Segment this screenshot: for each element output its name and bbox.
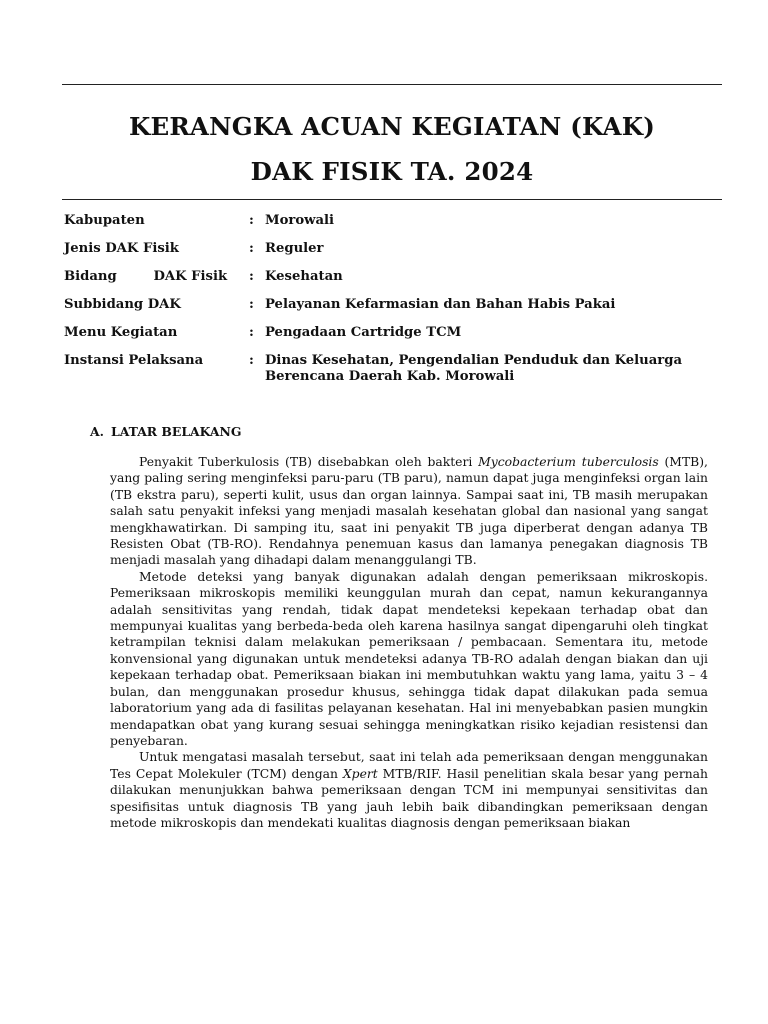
meta-colon: : — [249, 213, 254, 228]
metadata-table — [64, 213, 724, 397]
meta-row-instansi — [64, 353, 724, 397]
meta-label: Bidang DAK Fisik — [64, 269, 228, 284]
italic-term: Mycobacterium tuberculosis — [478, 455, 659, 469]
meta-colon: : — [249, 353, 254, 368]
meta-value: Pengadaan Cartridge TCM — [265, 325, 462, 340]
meta-colon: : — [249, 297, 254, 312]
section-heading — [90, 424, 241, 439]
meta-row-jenis-dak — [64, 241, 724, 269]
paragraph-text: Penyakit Tuberkulosis (TB) disebabkan oleh bakteri — [139, 455, 479, 469]
meta-value: Dinas Kesehatan, Pengendalian Penduduk dan Keluarga Berencana Daerah Kab. Morowali — [265, 353, 683, 384]
paragraph-2: Metode deteksi yang banyak digunakan adalah dengan pemeriksaan mikroskopis. Pemeriksaan mikroskopis memiliki keunggulan murah dan cepat, namun kekurangannya adalah sensitivitas yang rendah, tidak dapat mendeteksi kepekaan terhadap obat dan mempunyai kualitas yang berbeda-beda oleh karena hasilnya sangat dipengaruhi oleh tingkat ketrampilan teknisi dalam melakukan pemeriksaan / pembacaan. Sementara itu, metode konvensional yang digunakan untuk mendeteksi adanya TB-RO adalah dengan biakan dan uji kepekaan terhadap obat. Pemeriksaan biakan ini membutuhkan waktu yang lama, yaitu 3 – 4 bulan, dan menggunakan prosedur khusus, sehingga tidak dapat dilakukan pada semua laboratorium yang ada di fasilitas pelayanan kesehatan. Hal ini menyebabkan pasien mungkin mendapatkan obat yang kurang sesuai sehingga meningkatkan risiko kejadian resistensi dan penyebaran. — [110, 569, 708, 748]
paragraph-text: (MTB), yang paling sering menginfeksi paru-paru (TB paru), namun dapat juga menginfeksi organ lain (TB ekstra paru), seperti kulit, usus dan organ lainnya. Sampai saat ini, TB masih merupakan salah satu penyakit infeksi yang menjadi masalah kesehatan global dan nasional yang sangat mengkhawatirkan. Di samping itu, saat ini penyakit TB juga diperberat dengan adanya TB Resisten Obat (TB-RO). Rendahnya penemuan kasus dan lamanya penegakan diagnosis TB menjadi masalah yang dihadapi dalam menanggulangi TB. — [110, 455, 708, 568]
meta-colon: : — [249, 325, 254, 340]
meta-label: Subbidang DAK — [64, 297, 181, 312]
meta-label: Kabupaten — [64, 213, 145, 228]
section-number: A. — [90, 424, 104, 439]
meta-row-bidang — [64, 269, 724, 297]
body-text — [110, 454, 708, 831]
meta-label: Instansi Pelaksana — [64, 353, 204, 368]
meta-label: Menu Kegiatan — [64, 325, 178, 340]
paragraph-text: Untuk mengatasi masalah tersebut, saat ini telah ada pemeriksaan dengan menggunakan Tes Cepat Molekuler (TCM) dengan — [110, 750, 708, 781]
meta-colon: : — [249, 241, 254, 256]
document-subtitle: DAK FISIK TA. 2024 — [250, 157, 534, 186]
meta-label: Jenis DAK Fisik — [64, 241, 179, 256]
meta-value: Reguler — [265, 241, 324, 256]
document-title: KERANGKA ACUAN KEGIATAN (KAK) — [129, 112, 655, 141]
meta-row-subbidang — [64, 297, 724, 325]
meta-value: Kesehatan — [265, 269, 343, 284]
top-divider — [62, 84, 722, 85]
paragraph-text: MTB/RIF. Hasil penelitian skala besar yang pernah dilakukan menunjukkan bahwa pemeriksaan dengan TCM ini mempunyai sensitivitas dan spesifisitas untuk diagnosis TB yang jauh lebih baik dibandingkan pemeriksaan dengan metode mikroskopis dan mendekati kualitas diagnosis dengan pemeriksaan biakan — [110, 766, 708, 830]
meta-value: Morowali — [265, 213, 335, 228]
meta-value: Pelayanan Kefarmasian dan Bahan Habis Pakai — [265, 297, 616, 312]
meta-row-kabupaten — [64, 213, 724, 241]
meta-row-menu-kegiatan — [64, 325, 724, 353]
paragraph-1 — [110, 454, 708, 569]
meta-colon: : — [249, 269, 254, 284]
section-title: LATAR BELAKANG — [111, 424, 242, 439]
bottom-divider — [62, 199, 722, 200]
italic-term: Xpert — [342, 766, 378, 781]
paragraph-3 — [110, 749, 708, 831]
